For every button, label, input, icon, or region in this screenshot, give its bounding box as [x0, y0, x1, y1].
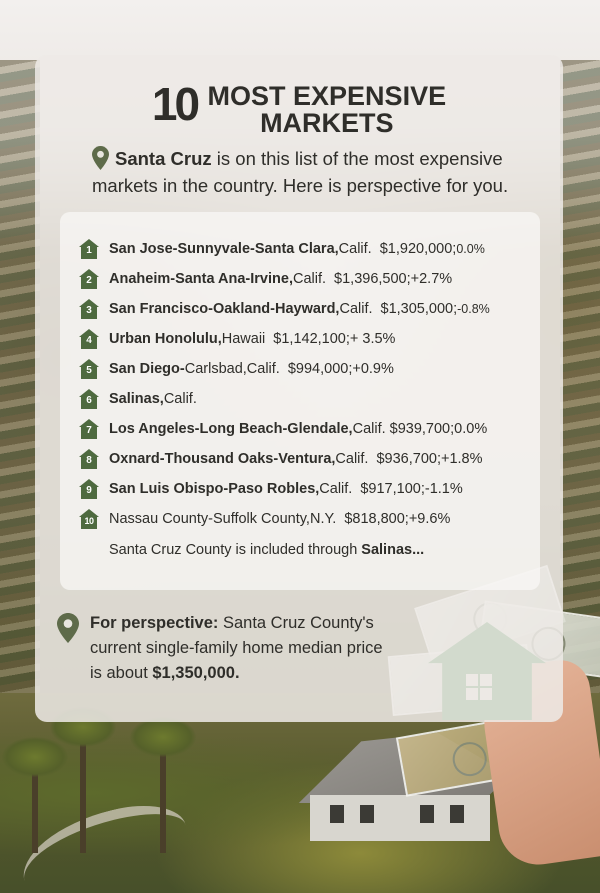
title-text: MOST EXPENSIVE MARKETS	[207, 81, 447, 138]
map-pin-icon	[57, 613, 79, 643]
market-item: 6 Salinas, Calif.	[79, 384, 490, 414]
content-panel	[35, 55, 563, 722]
market-item: 10 Nassau County-Suffolk County, N.Y. $818,800; +9.6%	[79, 504, 490, 534]
sidewalk	[13, 794, 197, 893]
palm-tree	[160, 743, 166, 853]
house-rank-icon: 8	[79, 449, 99, 469]
title-number: 10	[151, 78, 198, 130]
intro-highlight: Santa Cruz	[115, 148, 212, 169]
palm-tree	[80, 733, 86, 853]
market-item: 9 San Luis Obispo-Paso Robles, Calif. $917,100; -1.1%	[79, 474, 490, 504]
market-item: 3 San Francisco-Oakland-Hayward, Calif. $1,305,000; -0.8%	[79, 294, 490, 324]
market-item: 5 San Diego- Carlsbad, Calif. $994,000; +0.9%	[79, 354, 490, 384]
market-item: 1 San Jose-Sunnyvale-Santa Clara, Calif. $1,920,000; 0.0%	[79, 234, 490, 264]
market-item: 8 Oxnard-Thousand Oaks-Ventura, Calif. $936,700; +1.8%	[79, 444, 490, 474]
house-rank-icon: 6	[79, 389, 99, 409]
house-rank-icon: 5	[79, 359, 99, 379]
markets-list	[79, 234, 490, 534]
perspective-label: For perspective:	[90, 614, 219, 632]
house-rank-icon: 3	[79, 299, 99, 319]
house-rank-icon: 10	[79, 509, 99, 529]
house-rank-icon: 9	[79, 479, 99, 499]
house-rank-icon: 4	[79, 329, 99, 349]
map-pin-icon	[92, 146, 109, 170]
palm-tree	[32, 763, 38, 853]
house-rank-icon: 2	[79, 269, 99, 289]
median-price: $1,350,000.	[152, 664, 240, 682]
market-item: 4 Urban Honolulu, Hawaii $1,142,100; + 3.5%	[79, 324, 490, 354]
page-title	[35, 78, 563, 138]
markets-list-card	[60, 212, 540, 590]
footnote: Santa Cruz County is included through Salinas...	[109, 542, 425, 558]
perspective-note: For perspective: Santa Cruz County's current single-family home median price is about $1,350,000.	[57, 611, 397, 686]
intro-text: Santa Cruz is on this list of the most expensive markets in the country. Here is perspective for you.	[92, 148, 509, 196]
house-rank-icon: 7	[79, 419, 99, 439]
neighborhood-background-left	[0, 60, 40, 760]
house-rank-icon: 1	[79, 239, 99, 259]
market-item: 2 Anaheim-Santa Ana-Irvine, Calif. $1,396,500; +2.7%	[79, 264, 490, 294]
market-item: 7 Los Angeles-Long Beach-Glendale, Calif. $939,700; 0.0%	[79, 414, 490, 444]
